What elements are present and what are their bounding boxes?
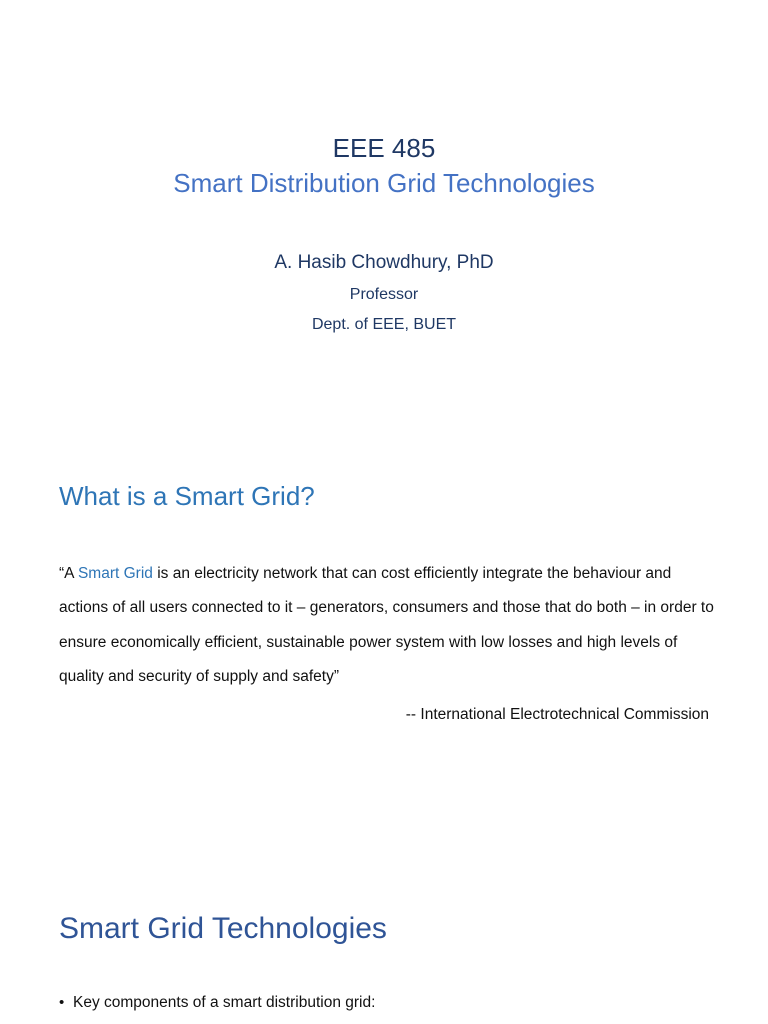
list-item [59,990,375,1016]
definition-quote [59,557,719,694]
course-title: Smart Distribution Grid Technologies [173,168,595,198]
bullet-list [59,990,375,1016]
quote-highlight-term: Smart Grid [77,565,153,582]
author-position: Professor [349,286,419,303]
quote-open: “A [59,565,78,582]
bullet-text: Key components of a smart distribution grid: [73,994,376,1011]
bullet-icon: • [59,994,65,1011]
author-department: Dept. of EEE, BUET [311,316,457,333]
quote-body: is an electricity network that can cost efficiently integrate the behaviour and actions of all users connected to it – generators, consumers and those that do both – in order to ensure economically efficient, sustainable power system with low losses and high levels of quality and security of supply and safety” [59,565,714,685]
title-slide [0,130,768,340]
section-heading-what-is-smart-grid: What is a Smart Grid? [59,481,315,511]
course-code: EEE 485 [332,133,436,163]
author-name: A. Hasib Chowdhury, PhD [274,252,494,273]
section-heading-technologies: Smart Grid Technologies [59,912,387,945]
quote-attribution: -- International Electrotechnical Commission [405,706,709,723]
